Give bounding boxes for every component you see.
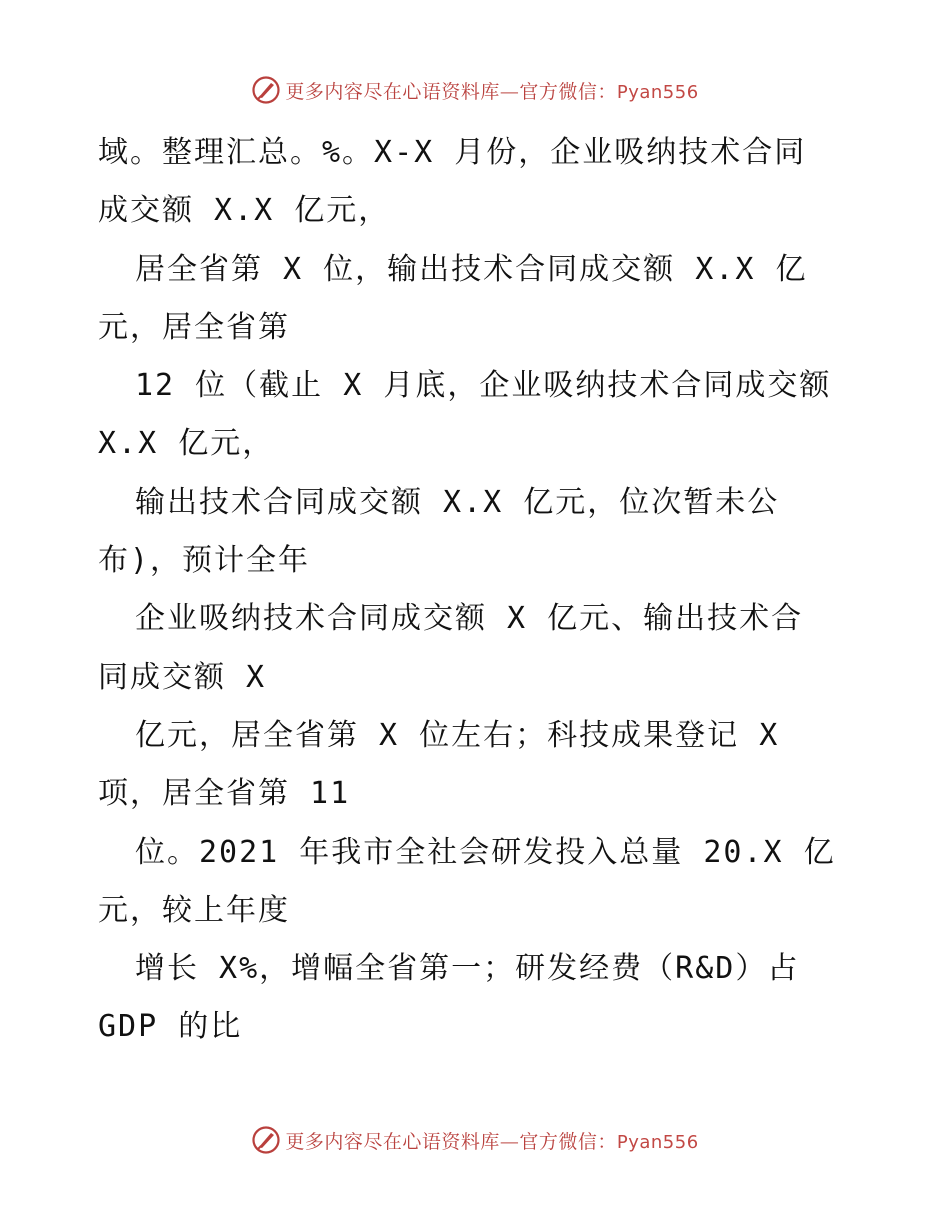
watermark-suffix: 官方微信： [519,80,617,103]
text-line: 输出技术合同成交额 X.X 亿元，位次暂未公 [135,484,780,520]
quill-pen-circle-icon [251,75,281,105]
watermark-text [285,77,698,104]
text-line: X.X 亿元， [98,426,275,462]
watermark-wechat: Pyan556 [616,81,699,103]
text-line: 12 位（截止 X 月底，企业吸纳技术合同成交额 [135,368,832,404]
document-body [98,124,858,1057]
footer-watermark [0,1123,950,1157]
watermark-main: 更多内容尽在心语资料库 [285,80,500,103]
watermark-dash: — [499,1130,520,1153]
text-line: 增长 X%，增幅全省第一；研发经费（R&D）占 [135,951,800,987]
text-line: 亿元，居全省第 X 位左右；科技成果登记 X [135,717,780,753]
text-line: 布)，预计全年 [98,543,311,579]
text-line: 企业吸纳技术合同成交额 X 亿元、输出技术合 [135,601,804,637]
watermark-text [285,1127,698,1154]
quill-pen-circle-icon [251,1125,281,1155]
watermark-dash: — [499,80,520,103]
text-line: 域。整理汇总。%。X-X 月份，企业吸纳技术合同 [98,135,807,170]
text-line: 位。2021 年我市全社会研发投入总量 20.X 亿 [135,834,836,870]
text-line: GDP 的比 [98,1009,243,1045]
text-line: 项，居全省第 11 [98,776,351,812]
watermark-wechat: Pyan556 [616,1131,699,1153]
text-line: 元，居全省第 [98,309,290,345]
text-line: 同成交额 X [98,659,267,695]
text-line: 成交额 X.X 亿元， [98,193,391,229]
header-watermark [0,73,950,107]
watermark-suffix: 官方微信： [519,1130,617,1153]
text-line: 居全省第 X 位，输出技术合同成交额 X.X 亿 [135,251,808,287]
text-line: 元，较上年度 [98,892,290,928]
watermark-main: 更多内容尽在心语资料库 [285,1130,500,1153]
